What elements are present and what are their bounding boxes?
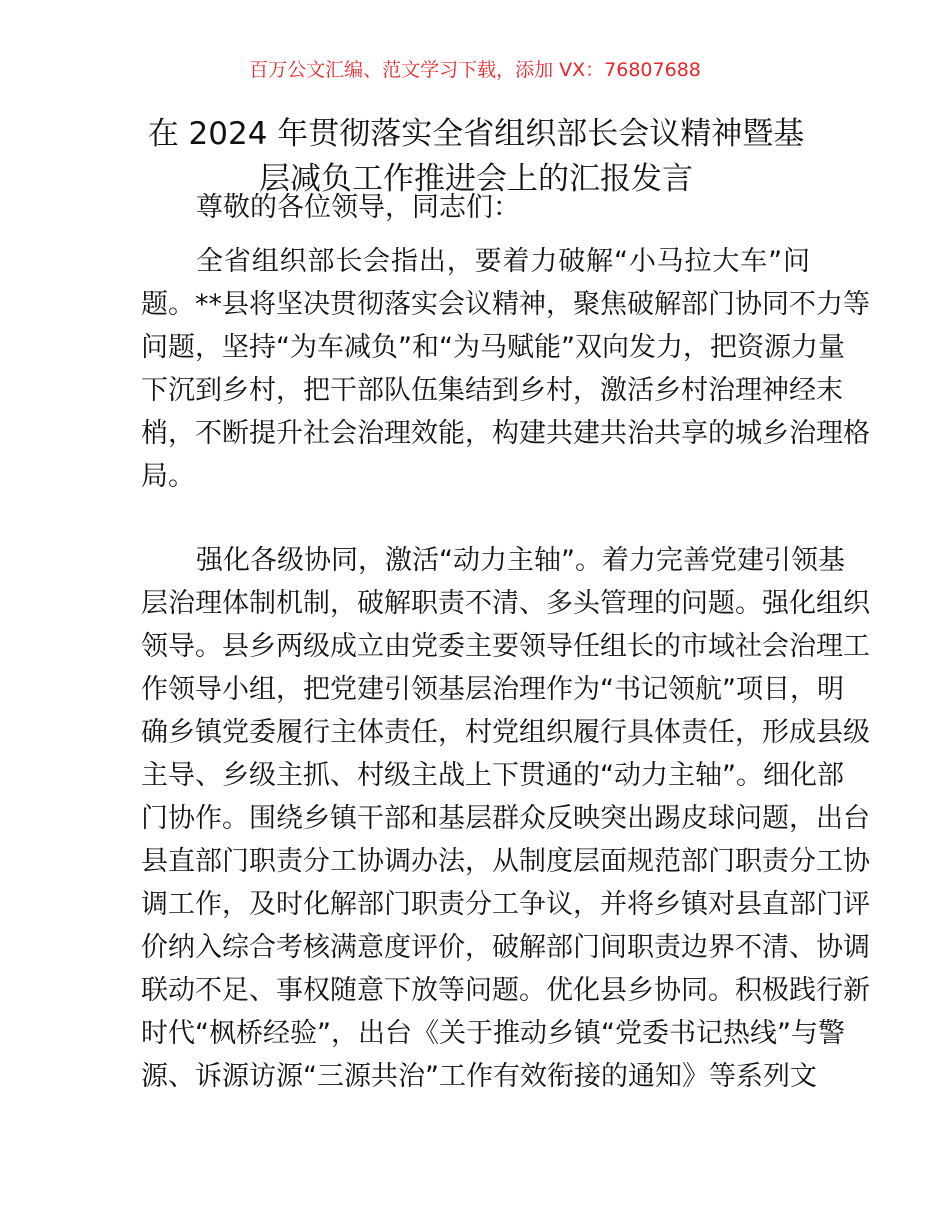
paragraph-line: 作领导小组，把党建引领基层治理作为“书记领航”项目，明 xyxy=(141,674,844,705)
paragraph-line: 领导。县乡两级成立由党委主要领导任组长的市域社会治理工 xyxy=(141,631,870,662)
paragraph-line: 县直部门职责分工协调办法，从制度层面规范部门职责分工协 xyxy=(141,846,870,877)
salutation-block xyxy=(141,186,810,229)
paragraph-2 xyxy=(141,539,870,1098)
paragraph-line: 源、诉源访源“三源共治”工作有效衔接的通知》等系列文 xyxy=(141,1061,817,1092)
watermark-header: 百万公文汇编、范文学习下载，添加 VX：76807688 xyxy=(249,59,701,81)
paragraph-line: 全省组织部长会指出，要着力破解“小马拉大车”问 xyxy=(196,246,810,277)
paragraph-line: 问题，坚持“为车减负”和“为马赋能”双向发力，把资源力量 xyxy=(141,332,845,363)
paragraph-line: 确乡镇党委履行主体责任，村党组织履行具体责任，形成县级 xyxy=(141,717,870,748)
title-line: 层减负工作推进会上的汇报发言 xyxy=(259,161,693,197)
paragraph-line: 层治理体制机制，破解职责不清、多头管理的问题。强化组织 xyxy=(141,588,870,619)
paragraph-line: 调工作，及时化解部门职责分工争议，并将乡镇对县直部门评 xyxy=(141,889,870,920)
paragraph-line: 强化各级协同，激活“动力主轴”。着力完善党建引领基 xyxy=(196,545,845,576)
paragraph-line: 时代“枫桥经验”，出台《关于推动乡镇“党委书记热线”与警 xyxy=(141,1018,845,1049)
paragraph-1 xyxy=(141,240,870,498)
paragraph-line: 下沉到乡村，把干部队伍集结到乡村，激活乡村治理神经末 xyxy=(141,375,843,406)
salutation: 尊敬的各位领导，同志们： xyxy=(196,192,520,223)
paragraph-line: 局。 xyxy=(141,461,195,492)
title-line: 在 2024 年贯彻落实全省组织部长会议精神暨基 xyxy=(147,116,805,152)
paragraph-line: 联动不足、事权随意下放等问题。优化县乡协同。积极践行新 xyxy=(141,975,870,1006)
paragraph-line: 门协作。围绕乡镇干部和基层群众反映突出踢皮球问题，出台 xyxy=(141,803,870,834)
paragraph-line: 梢，不断提升社会治理效能，构建共建共治共享的城乡治理格 xyxy=(141,418,870,449)
paragraph-line: 题。**县将坚决贯彻落实会议精神，聚焦破解部门协同不力等 xyxy=(141,289,870,320)
paragraph-line: 主导、乡级主抓、村级主战上下贯通的“动力主轴”。细化部 xyxy=(141,760,844,791)
paragraph-line: 价纳入综合考核满意度评价，破解部门间职责边界不清、协调 xyxy=(141,932,870,963)
